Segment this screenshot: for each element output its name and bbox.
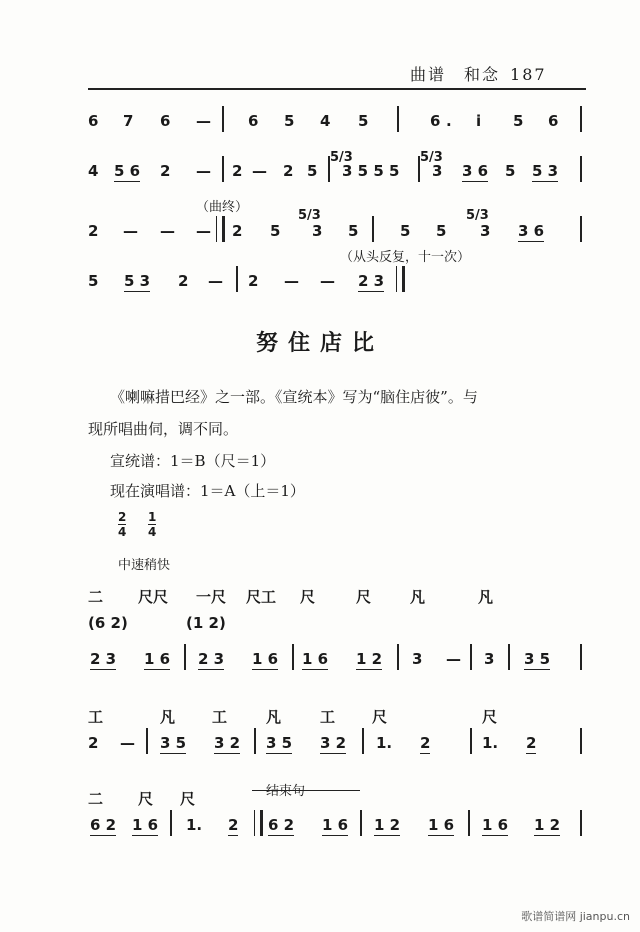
note-group: 3 5 — [266, 734, 293, 752]
note: 2 — [178, 272, 189, 290]
note-group: 1 2 — [534, 816, 561, 834]
gongche-char: 凡 — [410, 588, 426, 606]
note: 3 — [480, 222, 491, 240]
dash: — — [284, 272, 299, 290]
dash: — — [123, 222, 138, 240]
barline — [580, 156, 582, 182]
note-group: 3 5 — [160, 734, 187, 752]
gongche-char: 尺 — [138, 790, 154, 808]
barline — [222, 156, 224, 182]
barline — [184, 644, 186, 670]
note: 3 — [432, 162, 443, 180]
meter-denominator: 4 — [148, 525, 157, 539]
page-number: 187 — [510, 65, 547, 84]
note: 3 — [312, 222, 323, 240]
meter-2-4 — [118, 510, 126, 539]
barline — [580, 106, 582, 132]
note: 5 — [348, 222, 359, 240]
barline — [468, 810, 470, 836]
gongche-char: 工 — [88, 708, 104, 726]
gongche-char: 一尺 — [196, 588, 227, 606]
barline — [397, 644, 399, 670]
note: 3 — [412, 650, 423, 668]
note: 6 — [88, 112, 99, 130]
barline — [580, 810, 582, 836]
meter-numerator: 2 — [118, 510, 127, 524]
note-group: 1 6 — [144, 650, 171, 668]
note-group: 5 3 — [532, 162, 559, 180]
meter-1-4 — [148, 510, 156, 539]
gongche-char: 尺 — [356, 588, 372, 606]
note: 5 — [270, 222, 281, 240]
note: 7 — [123, 112, 134, 130]
double-barline — [254, 810, 263, 836]
note-group: 5 6 — [114, 162, 141, 180]
note-group: 1 6 — [252, 650, 279, 668]
barline — [580, 216, 582, 242]
barline — [508, 644, 510, 670]
header-title: 曲谱 和念 — [410, 65, 501, 84]
note: 5 — [88, 272, 99, 290]
gongche-char: 尺工 — [246, 588, 277, 606]
meter-numerator: 1 — [148, 510, 157, 524]
note: 2 — [88, 222, 99, 240]
meter-denominator: 4 — [118, 525, 127, 539]
dash: — — [196, 222, 211, 240]
barline — [580, 644, 582, 670]
note: 4 — [320, 112, 331, 130]
gongche-char: 凡 — [160, 708, 176, 726]
note-group: 6 2 — [268, 816, 295, 834]
note-group: 3 5 5 5 — [342, 162, 400, 180]
note-group: 1 6 — [428, 816, 455, 834]
end-phrase-line — [252, 790, 360, 791]
page-header — [410, 62, 547, 85]
double-barline — [216, 216, 225, 242]
barline — [254, 728, 256, 754]
tempo-marking: 中速稍快 — [118, 558, 171, 573]
gongche-char: 二 — [88, 790, 104, 808]
marking-end: （曲终） — [196, 200, 249, 215]
note: 2 — [420, 734, 431, 752]
note: 2 — [232, 222, 243, 240]
gongche-char: 尺尺 — [138, 588, 169, 606]
note-group: 2 3 — [358, 272, 385, 290]
note-group: 1 6 — [322, 816, 349, 834]
paren-notes: (1 2) — [186, 614, 226, 632]
note-group: 3 2 — [320, 734, 347, 752]
end-phrase-label: 结束句 — [266, 784, 306, 799]
barline — [470, 728, 472, 754]
dash: — — [160, 222, 175, 240]
note-group: 1 6 — [482, 816, 509, 834]
barline — [470, 644, 472, 670]
note: 1. — [482, 734, 499, 752]
note: 4 — [88, 162, 99, 180]
grace-note: 5/3 — [330, 150, 353, 165]
barline — [222, 106, 224, 132]
note: 5 — [436, 222, 447, 240]
note-group: 3 6 — [518, 222, 545, 240]
gongche-char: 尺 — [300, 588, 316, 606]
note: i — [476, 112, 482, 130]
barline — [580, 728, 582, 754]
note: 5 — [505, 162, 516, 180]
song-title: 努住店比 — [255, 331, 384, 356]
gongche-char: 凡 — [478, 588, 494, 606]
note-group: 1 6 — [132, 816, 159, 834]
dash: — — [320, 272, 335, 290]
note: 2 — [228, 816, 239, 834]
gongche-char: 凡 — [266, 708, 282, 726]
note-group: 2 3 — [90, 650, 117, 668]
note: 1. — [186, 816, 203, 834]
note-group: 2 3 — [198, 650, 225, 668]
barline — [146, 728, 148, 754]
note: 5 — [307, 162, 318, 180]
current-key: 现在演唱谱：1＝A（上＝1） — [110, 482, 305, 500]
barline — [397, 106, 399, 132]
note-group: 5 3 — [124, 272, 151, 290]
note: 2 — [526, 734, 537, 752]
note: 2 — [232, 162, 243, 180]
paren-notes: (6 2) — [88, 614, 128, 632]
gongche-char: 尺 — [482, 708, 498, 726]
note: 6 — [248, 112, 259, 130]
xuantong-key: 宣统谱：1＝B（尺＝1） — [110, 452, 276, 470]
note: 6 — [548, 112, 559, 130]
dot: . — [446, 112, 452, 130]
note: 5 — [284, 112, 295, 130]
note: 3 — [484, 650, 495, 668]
note-group: 6 2 — [90, 816, 117, 834]
intro-paragraph-line-2: 现所唱曲伺，调不同。 — [88, 420, 239, 438]
header-rule — [88, 88, 586, 90]
grace-note: 5/3 — [420, 150, 443, 165]
note: 1. — [376, 734, 393, 752]
note-group: 1 2 — [356, 650, 383, 668]
dash: — — [196, 162, 211, 180]
note: 2 — [248, 272, 259, 290]
note: 5 — [513, 112, 524, 130]
dash: — — [196, 112, 211, 130]
note: 2 — [160, 162, 171, 180]
marking-repeat: （从头反复，十一次） — [340, 250, 471, 265]
double-barline — [396, 266, 405, 292]
gongche-char: 尺 — [372, 708, 388, 726]
watermark-footer: 歌谱简谱网 jianpu.cn — [521, 910, 630, 923]
barline — [170, 810, 172, 836]
note: 5 — [400, 222, 411, 240]
note-group: 1 6 — [302, 650, 329, 668]
gongche-char: 尺 — [180, 790, 196, 808]
gongche-char: 工 — [212, 708, 228, 726]
note-group: 3 6 — [462, 162, 489, 180]
note-group: 1 2 — [374, 816, 401, 834]
note: 2 — [283, 162, 294, 180]
dash: — — [446, 650, 461, 668]
dash: — — [252, 162, 267, 180]
barline — [236, 266, 238, 292]
note-group: 3 5 — [524, 650, 551, 668]
intro-paragraph-line-1: 《喇嘛措巴经》之一部。《宣统本》写为“脑住店彼”。与 — [110, 388, 478, 406]
gongche-char: 二 — [88, 588, 104, 606]
barline — [362, 728, 364, 754]
dash: — — [120, 734, 135, 752]
note: 2 — [88, 734, 99, 752]
barline — [360, 810, 362, 836]
note: 6 — [430, 112, 441, 130]
note: 6 — [160, 112, 171, 130]
grace-note: 5/3 — [298, 208, 321, 223]
dash: — — [208, 272, 223, 290]
grace-note: 5/3 — [466, 208, 489, 223]
note: 5 — [358, 112, 369, 130]
gongche-char: 工 — [320, 708, 336, 726]
barline — [372, 216, 374, 242]
barline — [292, 644, 294, 670]
note-group: 3 2 — [214, 734, 241, 752]
